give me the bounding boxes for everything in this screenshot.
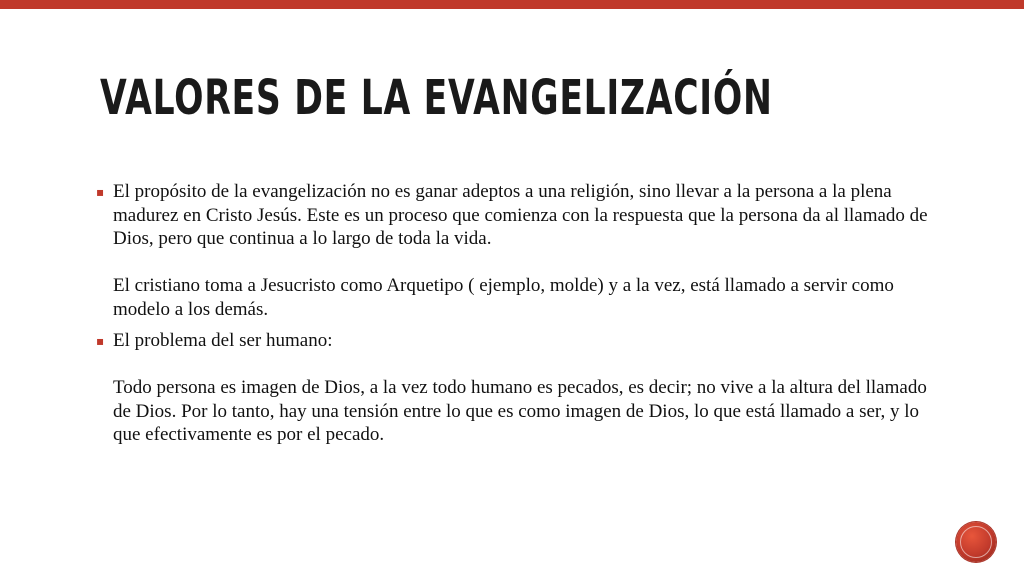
bullet-paragraph: El cristiano toma a Jesucristo como Arquetipo ( ejemplo, molde) y a la vez, está llamado a servir como modelo a los demás.: [113, 275, 894, 320]
square-bullet-icon: ▪: [96, 334, 105, 348]
bullet-paragraph: El problema del ser humano:: [113, 330, 333, 351]
bullet-text: [113, 329, 936, 447]
slide-nav-circle-icon[interactable]: [956, 522, 996, 562]
slide-content: [96, 180, 936, 455]
square-bullet-icon: ▪: [96, 185, 105, 199]
accent-bar: [0, 0, 1024, 9]
bullet-item: [96, 180, 936, 321]
bullet-paragraph: El propósito de la evangelización no es ganar adeptos a una religión, sino llevar a la persona a la plena madurez en Cristo Jesús. Este es un proceso que comienza con la respuesta que la persona da al llamado de Dios, pero que continua a lo largo de toda la vida.: [113, 181, 928, 249]
bullet-item: [96, 329, 936, 447]
slide-title: VALORES DE LA EVANGELIZACIÓN: [100, 70, 773, 126]
bullet-text: [113, 180, 936, 321]
bullet-paragraph: Todo persona es imagen de Dios, a la vez todo humano es pecados, es decir; no vive a la altura del llamado de Dios. Por lo tanto, hay una tensión entre lo que es como imagen de Dios, lo que está llamado a ser, y lo que efectivamente es por el pecado.: [113, 377, 927, 445]
